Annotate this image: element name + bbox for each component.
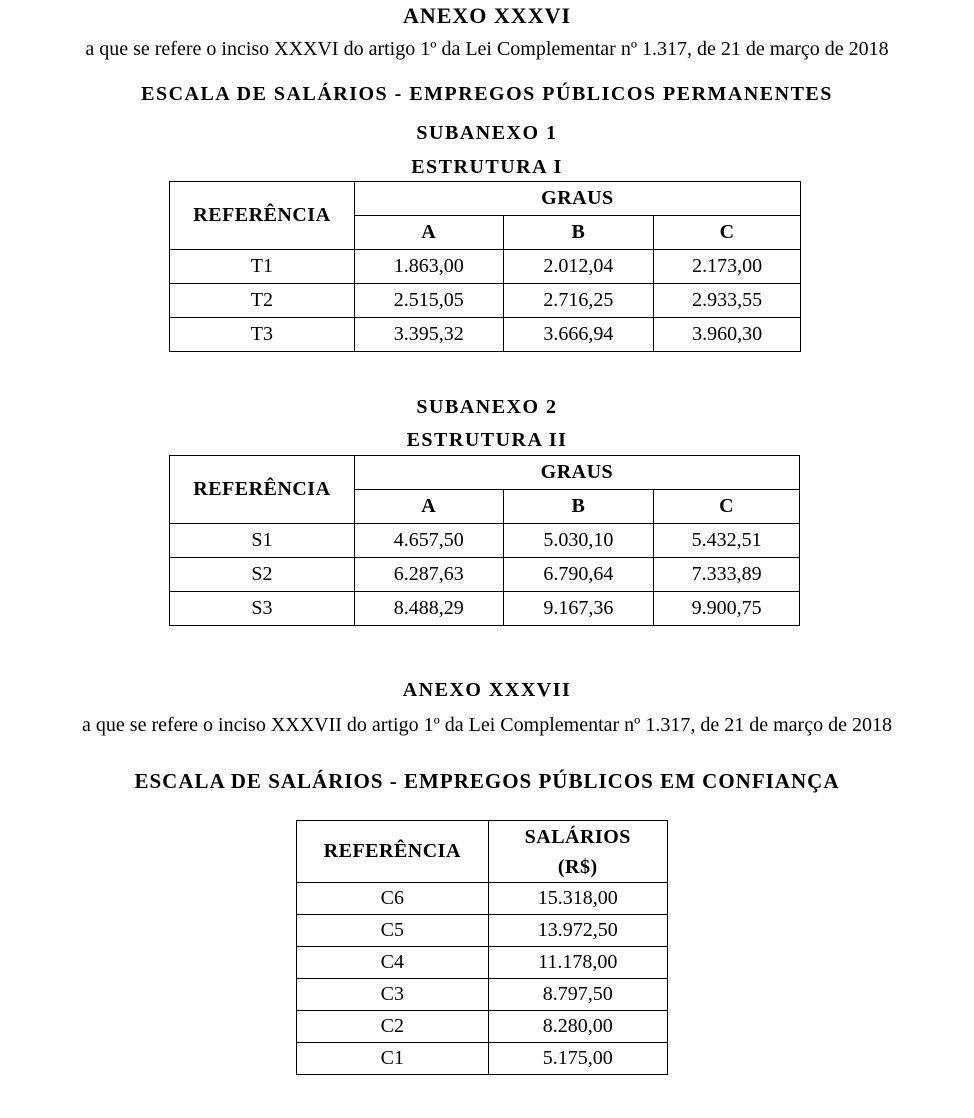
reference-cell: S3	[170, 592, 355, 626]
reference-cell: C4	[297, 947, 489, 979]
table-row	[170, 284, 801, 318]
reference-cell: T3	[170, 318, 355, 352]
value-cell: 3.666,94	[503, 318, 654, 352]
structure-2-title: ESTRUTURA II	[406, 429, 568, 451]
reference-header: REFERÊNCIA	[297, 821, 489, 883]
annex-36-subtitle: a que se refere o inciso XXXVI do artigo 1º da Lei Complementar nº 1.317, de 21 de março de 2018	[85, 38, 889, 60]
salary-cell: 8.280,00	[488, 1011, 667, 1043]
value-cell: 3.395,32	[354, 318, 503, 352]
table-row	[170, 318, 801, 352]
value-cell: 5.432,51	[654, 524, 800, 558]
table-row	[297, 1011, 668, 1043]
reference-cell: S2	[170, 558, 355, 592]
graus-header: GRAUS	[354, 456, 799, 490]
reference-cell: C5	[297, 915, 489, 947]
annex-36-heading: ESCALA DE SALÁRIOS - EMPREGOS PÚBLICOS PERMANENTES	[141, 83, 833, 105]
value-cell: 7.333,89	[654, 558, 800, 592]
reference-header: REFERÊNCIA	[170, 182, 355, 250]
salary-cell: 11.178,00	[488, 947, 667, 979]
reference-cell: C1	[297, 1043, 489, 1075]
salary-cell: 13.972,50	[488, 915, 667, 947]
subannex-2-title: SUBANEXO 2	[416, 396, 558, 418]
annex-36-title: ANEXO XXXVI	[402, 3, 572, 28]
structure-2-table	[169, 455, 800, 626]
value-cell: 9.900,75	[654, 592, 800, 626]
reference-cell: T1	[170, 250, 355, 284]
table-row	[170, 250, 801, 284]
grade-c-header: C	[654, 216, 801, 250]
table-row	[297, 1043, 668, 1075]
salary-header-line2: (R$)	[557, 855, 598, 878]
structure-1-title: ESTRUTURA I	[411, 156, 563, 178]
value-cell: 2.515,05	[354, 284, 503, 318]
reference-cell: C3	[297, 979, 489, 1011]
grade-a-header: A	[354, 490, 503, 524]
annex-37-subtitle: a que se refere o inciso XXXVII do artigo 1º da Lei Complementar nº 1.317, de 21 de março de 2018	[82, 714, 892, 736]
table-header-row	[297, 821, 668, 883]
annex-37-title: ANEXO XXXVII	[402, 679, 572, 701]
value-cell: 9.167,36	[503, 592, 654, 626]
value-cell: 3.960,30	[654, 318, 801, 352]
subannex-1-title: SUBANEXO 1	[416, 122, 558, 144]
value-cell: 6.287,63	[354, 558, 503, 592]
reference-header: REFERÊNCIA	[170, 456, 355, 524]
reference-cell: T2	[170, 284, 355, 318]
salary-header	[488, 821, 667, 883]
table-row	[170, 524, 800, 558]
table-row	[297, 979, 668, 1011]
table-header-row	[170, 182, 801, 216]
annex-37-heading: ESCALA DE SALÁRIOS - EMPREGOS PÚBLICOS EM CONFIANÇA	[134, 769, 840, 793]
salary-cell: 5.175,00	[488, 1043, 667, 1075]
table-row	[170, 592, 800, 626]
reference-cell: C2	[297, 1011, 489, 1043]
grade-c-header: C	[654, 490, 800, 524]
salary-header-line1: SALÁRIOS	[524, 825, 631, 848]
table-row	[297, 915, 668, 947]
grade-b-header: B	[503, 216, 654, 250]
value-cell: 2.173,00	[654, 250, 801, 284]
confidence-salary-table	[296, 820, 668, 1075]
value-cell: 6.790,64	[503, 558, 654, 592]
value-cell: 2.012,04	[503, 250, 654, 284]
value-cell: 8.488,29	[354, 592, 503, 626]
table-header-row	[170, 456, 800, 490]
grade-a-header: A	[354, 216, 503, 250]
table-row	[170, 558, 800, 592]
value-cell: 2.716,25	[503, 284, 654, 318]
structure-1-table	[169, 181, 801, 352]
salary-cell: 8.797,50	[488, 979, 667, 1011]
table-row	[297, 947, 668, 979]
value-cell: 5.030,10	[503, 524, 654, 558]
grade-b-header: B	[503, 490, 654, 524]
value-cell: 2.933,55	[654, 284, 801, 318]
value-cell: 4.657,50	[354, 524, 503, 558]
reference-cell: C6	[297, 883, 489, 915]
value-cell: 1.863,00	[354, 250, 503, 284]
table-row	[297, 883, 668, 915]
graus-header: GRAUS	[354, 182, 800, 216]
reference-cell: S1	[170, 524, 355, 558]
salary-cell: 15.318,00	[488, 883, 667, 915]
